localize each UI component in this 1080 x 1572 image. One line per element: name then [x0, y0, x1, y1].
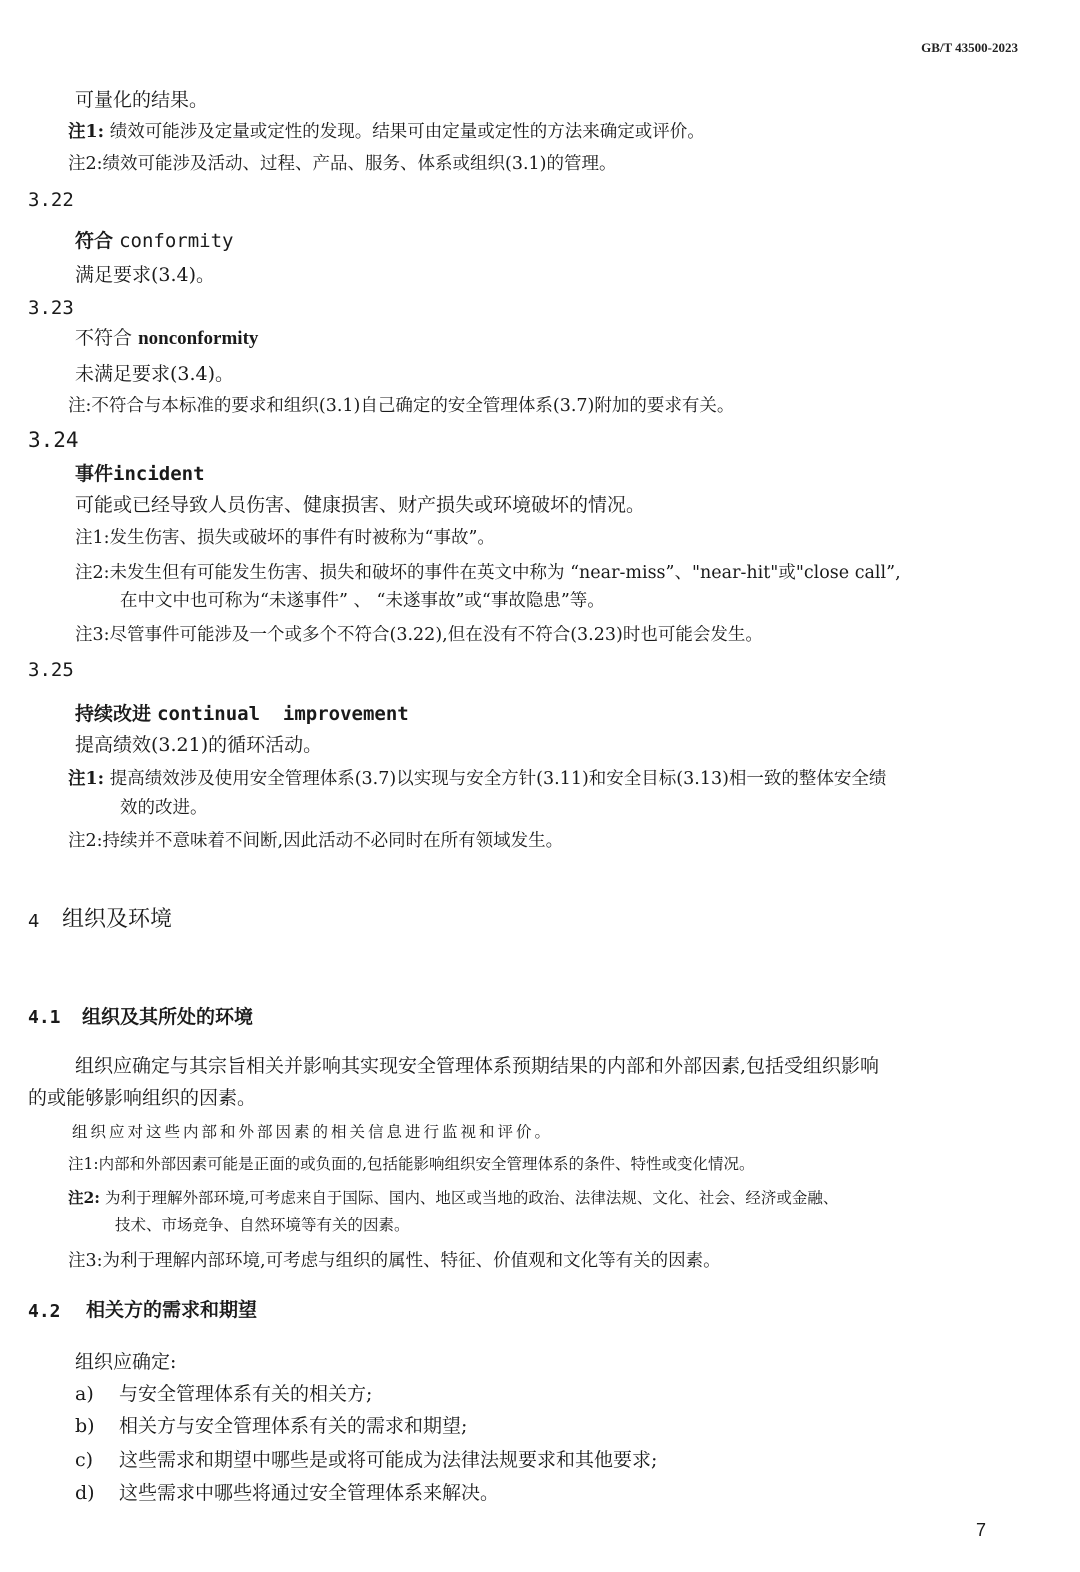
note-label: 注1:	[68, 122, 105, 142]
note-line	[68, 771, 886, 789]
term-heading	[75, 232, 233, 251]
paragraph-line: 组织应确定:	[75, 1351, 177, 1373]
list-item	[75, 1482, 500, 1504]
list-text: 这些需求和期望中哪些是或将可能成为法律法规要求和其他要求;	[119, 1449, 658, 1471]
section-title: 组织及环境	[62, 907, 173, 932]
section-number: 4	[28, 911, 40, 932]
term-zh: 持续改进	[75, 703, 152, 725]
note-line: 注1:发生伤害、损失或破坏的事件有时被称为“事故”。	[75, 528, 495, 548]
note-line: 效的改进。	[120, 798, 208, 818]
term-en: conformity	[119, 230, 234, 252]
term-heading	[75, 465, 205, 484]
paragraph-line: 组织应对这些内部和外部因素的相关信息进行监视和评价。	[72, 1123, 554, 1141]
term-en: nonconformity	[138, 328, 259, 349]
list-item	[75, 1449, 658, 1471]
note-line	[68, 124, 705, 142]
note-line: 注3:为利于理解内部环境,可考虑与组织的属性、特征、价值观和文化等有关的因素。	[68, 1251, 721, 1271]
term-number: 3.25	[28, 659, 74, 681]
list-text: 相关方与安全管理体系有关的需求和期望;	[119, 1415, 468, 1437]
note-line: 在中文中也可称为“未遂事件” 、 “未遂事故”或“事故隐患”等。	[120, 591, 605, 611]
note-text: 为利于理解外部环境,可考虑来自于国际、国内、地区或当地的政治、法律法规、文化、社会、经济或金融、	[100, 1189, 839, 1207]
document-code: GB/T 43500-2023	[921, 40, 1018, 55]
term-number: 3.22	[28, 189, 74, 211]
list-item	[75, 1415, 468, 1437]
list-text: 与安全管理体系有关的相关方;	[119, 1383, 373, 1405]
note-label: 注2:	[68, 1188, 101, 1207]
subsection-title: 相关方的需求和期望	[86, 1299, 258, 1321]
term-en: continual improvement	[157, 703, 409, 725]
paragraph-line: 组织应确定与其宗旨相关并影响其实现安全管理体系预期结果的内部和外部因素,包括受组织影响	[75, 1055, 880, 1077]
definition-text: 可能或已经导致人员伤害、健康损害、财产损失或环境破坏的情况。	[75, 494, 646, 516]
term-zh: 符合	[75, 230, 114, 252]
list-marker: c)	[75, 1449, 94, 1471]
list-marker: a)	[75, 1383, 94, 1405]
note-text: 提高绩效涉及使用安全管理体系(3.7)以实现与安全方针(3.11)和安全目标(3.13)相一致的整体安全绩	[104, 769, 887, 789]
page-number: 7	[976, 1520, 987, 1540]
note-label: 注1:	[68, 769, 105, 789]
term-number: 3.24	[28, 428, 79, 452]
definition-text: 可量化的结果。	[75, 89, 209, 111]
term-heading	[75, 329, 258, 348]
subsection-number: 4.2	[28, 1301, 61, 1322]
definition-text: 未满足要求(3.4)。	[75, 363, 235, 385]
note-line: 注2:绩效可能涉及活动、过程、产品、服务、体系或组织(3.1)的管理。	[68, 154, 617, 174]
note-line: 注:不符合与本标准的要求和组织(3.1)自己确定的安全管理体系(3.7)附加的要求有关。	[68, 396, 735, 416]
subsection-number: 4.1	[28, 1007, 61, 1028]
term-heading	[75, 705, 409, 724]
note-line: 注3:尽管事件可能涉及一个或多个不符合(3.22),但在没有不符合(3.23)时也可能会发生。	[75, 625, 763, 645]
note-line: 注1:内部和外部因素可能是正面的或负面的,包括能影响组织安全管理体系的条件、特性或变化情况。	[68, 1155, 755, 1173]
definition-text: 提高绩效(3.21)的循环活动。	[75, 734, 323, 756]
term-zh: 不符合	[75, 327, 133, 349]
note-line: 注2:未发生但有可能发生伤害、损失和破坏的事件在英文中称为 “near-miss”、"near-hit"或"close call”,	[75, 563, 901, 583]
list-marker: d)	[75, 1482, 95, 1504]
subsection-title: 组织及其所处的环境	[82, 1006, 254, 1028]
note-line	[68, 1190, 838, 1207]
term-en: incident	[113, 463, 205, 485]
list-text: 这些需求中哪些将通过安全管理体系来解决。	[119, 1482, 500, 1504]
note-text: 绩效可能涉及定量或定性的发现。结果可由定量或定性的方法来确定或评价。	[104, 122, 705, 142]
list-marker: b)	[75, 1415, 95, 1437]
definition-text: 满足要求(3.4)。	[75, 264, 216, 286]
term-number: 3.23	[28, 297, 74, 319]
paragraph-line: 的或能够影响组织的因素。	[28, 1087, 257, 1109]
term-zh: 事件	[75, 463, 114, 485]
note-line: 技术、市场竞争、自然环境等有关的因素。	[115, 1216, 410, 1234]
list-item	[75, 1383, 373, 1405]
note-line: 注2:持续并不意味着不间断,因此活动不必同时在所有领域发生。	[68, 831, 564, 851]
